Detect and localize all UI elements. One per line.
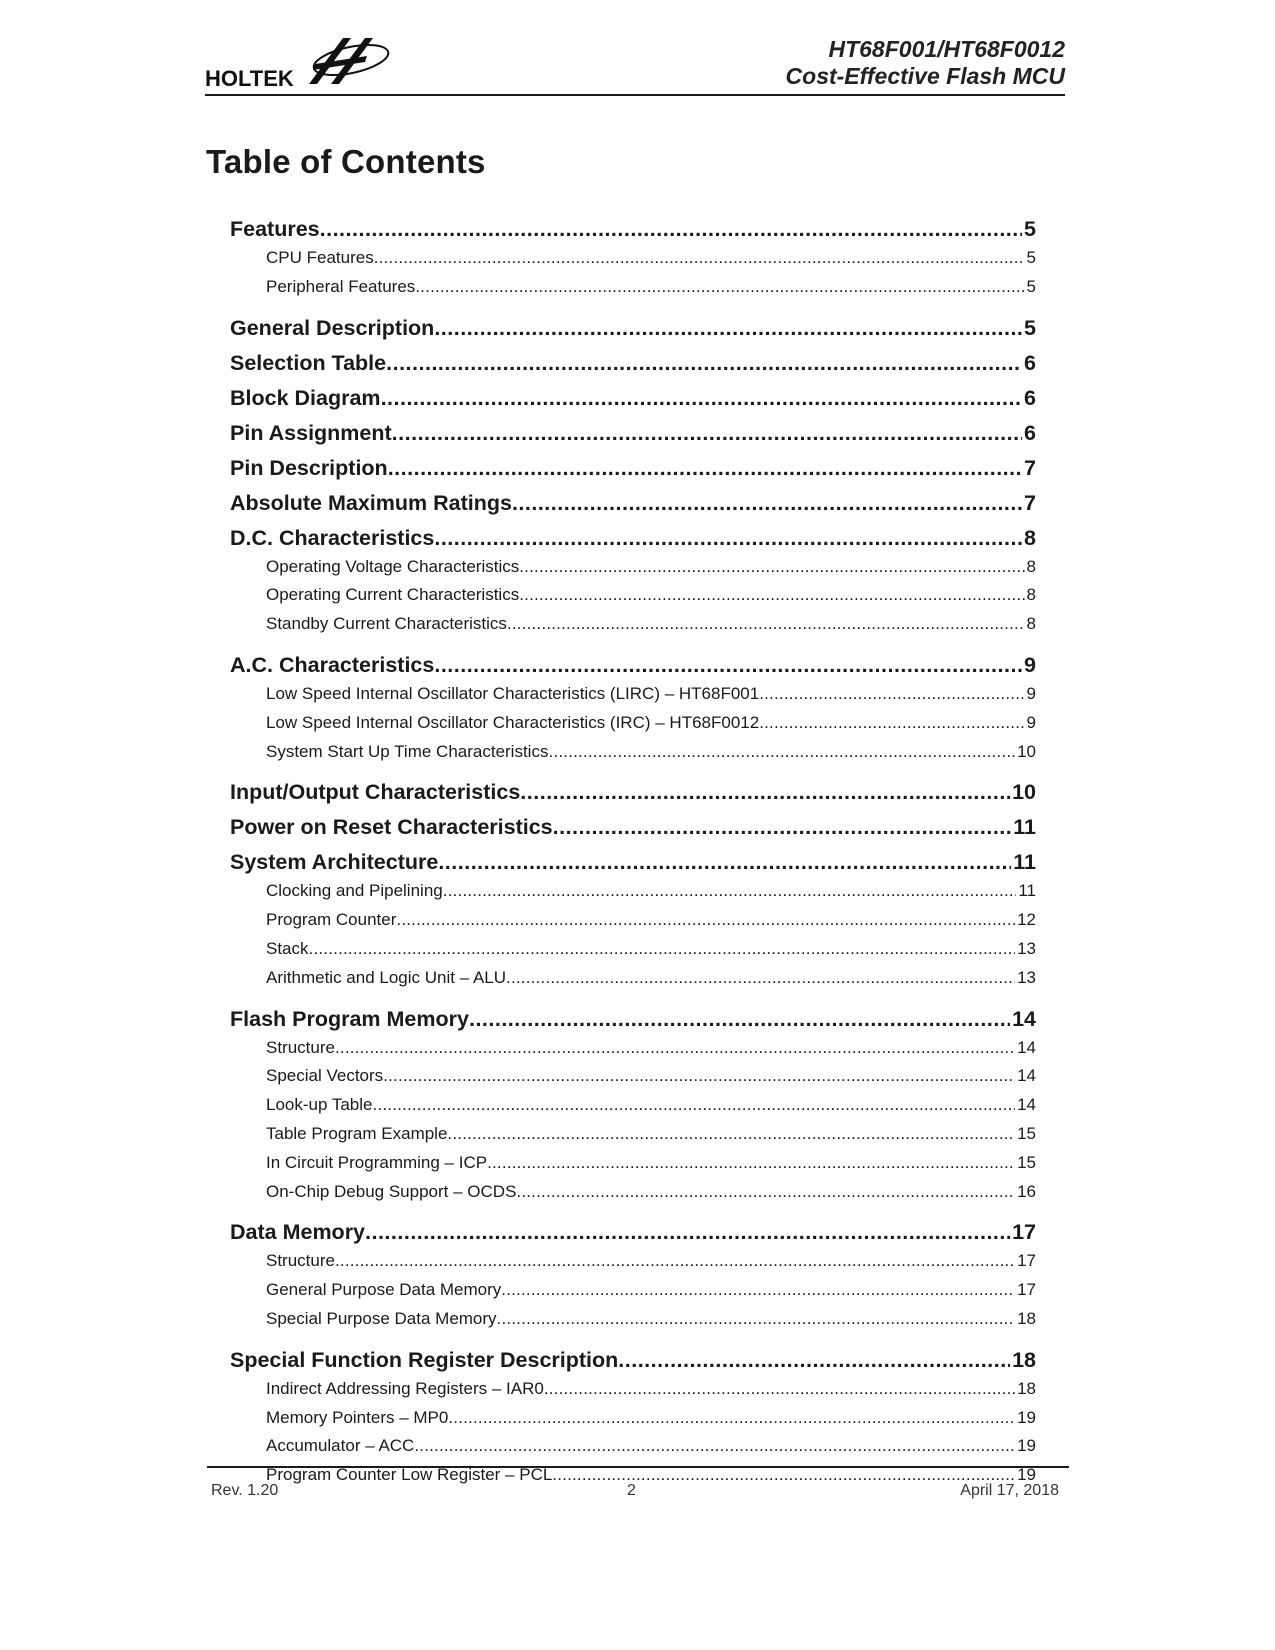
toc-entry-page: 6 (1024, 420, 1036, 445)
toc-subsection-entry[interactable] (230, 1308, 1036, 1337)
header-title-block (786, 36, 1065, 90)
toc-entry-title: Special Vectors (266, 1066, 384, 1086)
toc-entry-title: Table Program Example (266, 1123, 448, 1143)
toc-entry-page: 19 (1017, 1436, 1036, 1456)
toc-entry-page: 5 (1024, 315, 1036, 340)
toc-section-entry[interactable] (230, 521, 1036, 556)
toc-section-entry[interactable] (230, 212, 1036, 247)
toc-entry-title: Features (230, 217, 320, 241)
toc-entry-title: System Architecture (230, 850, 439, 875)
toc-subsection-entry[interactable] (230, 1407, 1036, 1436)
toc-entry-page: 9 (1026, 683, 1036, 703)
toc-subsection-entry[interactable] (230, 1152, 1036, 1181)
toc-entry-title: Special Function Register Description (230, 1347, 619, 1372)
holtek-logo (205, 30, 395, 92)
toc-dot-leader (443, 880, 1017, 902)
toc-dot-leader (383, 1065, 1015, 1087)
toc-dot-leader (388, 454, 1022, 482)
toc-entry-page: 7 (1024, 490, 1036, 515)
toc-section-entry[interactable] (230, 810, 1036, 845)
toc-subsection-entry[interactable] (230, 1181, 1036, 1210)
toc-entry-title: Structure (266, 1251, 335, 1271)
toc-entry-page: 8 (1024, 525, 1036, 550)
toc-dot-leader (519, 584, 1024, 606)
toc-entry-page: 9 (1026, 712, 1036, 732)
toc-entry-title: Low Speed Internal Oscillator Characteristics (LIRC) – HT68F001 (266, 683, 760, 703)
toc-dot-leader (309, 938, 1016, 960)
toc-entry-title: A.C. Characteristics (230, 652, 435, 677)
toc-entry-title: System Start Up Time Characteristics (266, 741, 549, 761)
toc-dot-leader (516, 1181, 1015, 1203)
toc-dot-leader (414, 1435, 1015, 1457)
toc-entry-title: On-Chip Debug Support – OCDS (266, 1181, 517, 1201)
toc-entry-title: Pin Assignment (230, 420, 392, 445)
toc-entry-title: Arithmetic and Logic Unit – ALU (266, 967, 507, 987)
toc-entry-title: Operating Voltage Characteristics (266, 556, 520, 576)
toc-dot-leader (448, 1407, 1015, 1429)
toc-dot-leader (335, 1037, 1015, 1059)
toc-entry-page: 17 (1012, 1220, 1036, 1245)
toc-entry-page: 8 (1026, 614, 1036, 634)
toc-subsection-entry[interactable] (230, 584, 1036, 613)
toc-dot-leader (507, 613, 1025, 635)
toc-subsection-entry[interactable] (230, 1037, 1036, 1066)
toc-dot-leader (392, 419, 1022, 447)
toc-section-entry[interactable] (230, 1215, 1036, 1250)
toc-entry-title: CPU Features (266, 248, 374, 267)
toc-entry-page: 18 (1017, 1378, 1036, 1398)
toc-dot-leader (519, 556, 1024, 578)
toc-dot-leader (365, 1218, 1010, 1246)
toc-subsection-entry[interactable] (230, 1250, 1036, 1279)
toc-dot-leader (320, 215, 1022, 243)
toc-entry-title: Stack (266, 938, 309, 958)
logo-text: HOLTEK (205, 66, 294, 91)
toc-entry-page: 8 (1026, 585, 1036, 605)
toc-subsection-entry[interactable] (230, 712, 1036, 741)
toc-dot-leader (501, 1279, 1015, 1301)
toc-entry-title: Block Diagram (230, 385, 381, 410)
revision-label: Rev. 1.20 (211, 1482, 279, 1499)
toc-entry-page: 10 (1012, 780, 1036, 805)
logo-mark-icon (305, 30, 393, 88)
product-subtitle: Cost-Effective Flash MCU (785, 63, 1065, 89)
toc-entry-title: Peripheral Features (266, 276, 416, 296)
toc-entry-title: General Description (230, 315, 435, 340)
toc-section-entry[interactable] (230, 416, 1036, 451)
toc-entry-page: 9 (1024, 652, 1036, 677)
toc-entry-title: Operating Current Characteristics (266, 585, 520, 605)
toc-entry-title: Input/Output Characteristics (230, 780, 521, 805)
footer-date: April 17, 2018 (960, 1482, 1059, 1499)
toc-subsection-entry[interactable] (230, 909, 1036, 938)
toc-dot-leader (618, 1346, 1010, 1374)
toc-dot-leader (512, 489, 1022, 517)
toc-entry-page: 13 (1017, 967, 1036, 987)
toc-dot-leader (544, 1378, 1015, 1400)
toc-dot-leader (396, 909, 1015, 931)
toc-dot-leader (335, 1250, 1015, 1272)
toc-entry-title: General Purpose Data Memory (266, 1280, 502, 1300)
toc-section-entry[interactable] (230, 1343, 1036, 1378)
toc-entry-title: Absolute Maximum Ratings (230, 490, 512, 515)
toc-entry-page: 17 (1017, 1280, 1036, 1300)
toc-entry-title: Program Counter (266, 910, 397, 930)
toc-entry-page: 14 (1017, 1066, 1036, 1086)
toc-entry-title: Standby Current Characteristics (266, 614, 507, 634)
toc-dot-leader (487, 1152, 1015, 1174)
toc-subsection-entry[interactable] (230, 938, 1036, 967)
toc-entry-title: Accumulator – ACC (266, 1436, 415, 1456)
toc-subsection-entry[interactable] (230, 1435, 1036, 1464)
toc-section-entry[interactable] (230, 451, 1036, 486)
toc-subsection-entry[interactable] (230, 741, 1036, 770)
toc-entry-title: Indirect Addressing Registers – IAR0 (266, 1378, 544, 1398)
toc-entry-page: 12 (1017, 910, 1036, 930)
toc-entry-title: Flash Program Memory (230, 1006, 469, 1031)
toc-section-entry[interactable] (230, 381, 1036, 416)
toc-dot-leader (434, 314, 1022, 342)
toc-dot-leader (438, 848, 1011, 876)
toc-subsection-entry[interactable] (230, 1378, 1036, 1407)
toc-entry-title: Program Counter Low Register – PCL (266, 1465, 553, 1485)
toc-dot-leader (373, 1094, 1016, 1116)
toc-entry-page: 13 (1017, 938, 1036, 958)
toc-dot-leader (434, 524, 1022, 552)
toc-entry-page: 11 (1018, 881, 1036, 901)
toc-subsection-entry[interactable] (230, 1123, 1036, 1152)
toc-subsection-entry[interactable] (230, 967, 1036, 996)
toc-subsection-entry[interactable] (230, 276, 1036, 305)
toc-entry-page: 19 (1017, 1465, 1036, 1485)
toc-entry-title: Power on Reset Characteristics (230, 815, 553, 840)
page-header (205, 24, 1065, 96)
toc-entry-title: Memory Pointers – MP0 (266, 1407, 449, 1427)
toc-section-entry[interactable] (230, 346, 1036, 381)
toc-entry-page: 11 (1013, 815, 1036, 840)
toc-dot-leader (759, 712, 1024, 734)
toc-entry-page: 14 (1017, 1095, 1036, 1115)
table-of-contents (230, 212, 1036, 1493)
toc-entry-title: In Circuit Programming – ICP (266, 1152, 488, 1172)
toc-section-entry[interactable] (230, 845, 1036, 880)
toc-entry-page: 7 (1024, 455, 1036, 480)
toc-subsection-entry[interactable] (230, 247, 1036, 276)
toc-dot-leader (497, 1308, 1016, 1330)
toc-entry-page: 5 (1026, 248, 1036, 267)
toc-dot-leader (548, 741, 1015, 763)
toc-dot-leader (520, 778, 1010, 806)
toc-entry-page: 5 (1024, 217, 1036, 241)
toc-entry-page: 5 (1026, 276, 1036, 296)
toc-section-entry[interactable] (230, 486, 1036, 521)
toc-entry-page: 18 (1017, 1308, 1036, 1328)
toc-dot-leader (506, 967, 1015, 989)
toc-entry-page: 18 (1012, 1347, 1036, 1372)
toc-entry-page: 16 (1017, 1181, 1036, 1201)
toc-entry-title: Data Memory (230, 1220, 366, 1245)
toc-entry-page: 10 (1017, 741, 1036, 761)
toc-entry-title: Low Speed Internal Oscillator Characteristics (IRC) – HT68F0012 (266, 712, 760, 732)
toc-entry-page: 17 (1017, 1251, 1036, 1271)
toc-section-entry[interactable] (230, 775, 1036, 810)
toc-subsection-entry[interactable] (230, 613, 1036, 642)
toc-entry-page: 11 (1013, 850, 1036, 875)
toc-entry-title: Special Purpose Data Memory (266, 1308, 497, 1328)
toc-entry-page: 15 (1017, 1152, 1036, 1172)
toc-entry-page: 19 (1017, 1407, 1036, 1427)
toc-subsection-entry[interactable] (230, 1279, 1036, 1308)
toc-entry-title: Clocking and Pipelining (266, 881, 443, 901)
toc-dot-leader (447, 1123, 1015, 1145)
toc-entry-title: Structure (266, 1037, 335, 1057)
toc-entry-title: Selection Table (230, 350, 387, 375)
toc-dot-leader (553, 813, 1012, 841)
toc-dot-leader (434, 651, 1022, 679)
toc-subsection-entry[interactable] (230, 1094, 1036, 1123)
toc-entry-title: D.C. Characteristics (230, 525, 435, 550)
toc-entry-title: Pin Description (230, 455, 388, 480)
toc-section-entry[interactable] (230, 311, 1036, 346)
toc-dot-leader (381, 384, 1022, 412)
toc-subsection-entry[interactable] (230, 1065, 1036, 1094)
toc-subsection-entry[interactable] (230, 556, 1036, 585)
toc-dot-leader (469, 1005, 1010, 1033)
toc-entry-title: Look-up Table (266, 1095, 373, 1115)
toc-dot-leader (415, 276, 1024, 298)
toc-entry-page: 14 (1017, 1037, 1036, 1057)
toc-entry-page: 14 (1012, 1006, 1036, 1031)
toc-dot-leader (386, 349, 1022, 377)
toc-section-entry[interactable] (230, 1002, 1036, 1037)
toc-entry-page: 6 (1024, 350, 1036, 375)
toc-entry-page: 6 (1024, 385, 1036, 410)
toc-entry-page: 15 (1017, 1123, 1036, 1143)
toc-subsection-entry[interactable] (230, 880, 1036, 909)
toc-subsection-entry[interactable] (230, 683, 1036, 712)
toc-dot-leader (374, 247, 1025, 269)
product-name: HT68F001/HT68F0012 (828, 36, 1065, 62)
toc-dot-leader (759, 683, 1024, 705)
page-title: Table of Contents (206, 143, 486, 180)
page-number: 2 (627, 1482, 636, 1499)
page-footer (207, 1466, 1069, 1508)
toc-entry-page: 8 (1026, 556, 1036, 576)
toc-section-entry[interactable] (230, 648, 1036, 683)
